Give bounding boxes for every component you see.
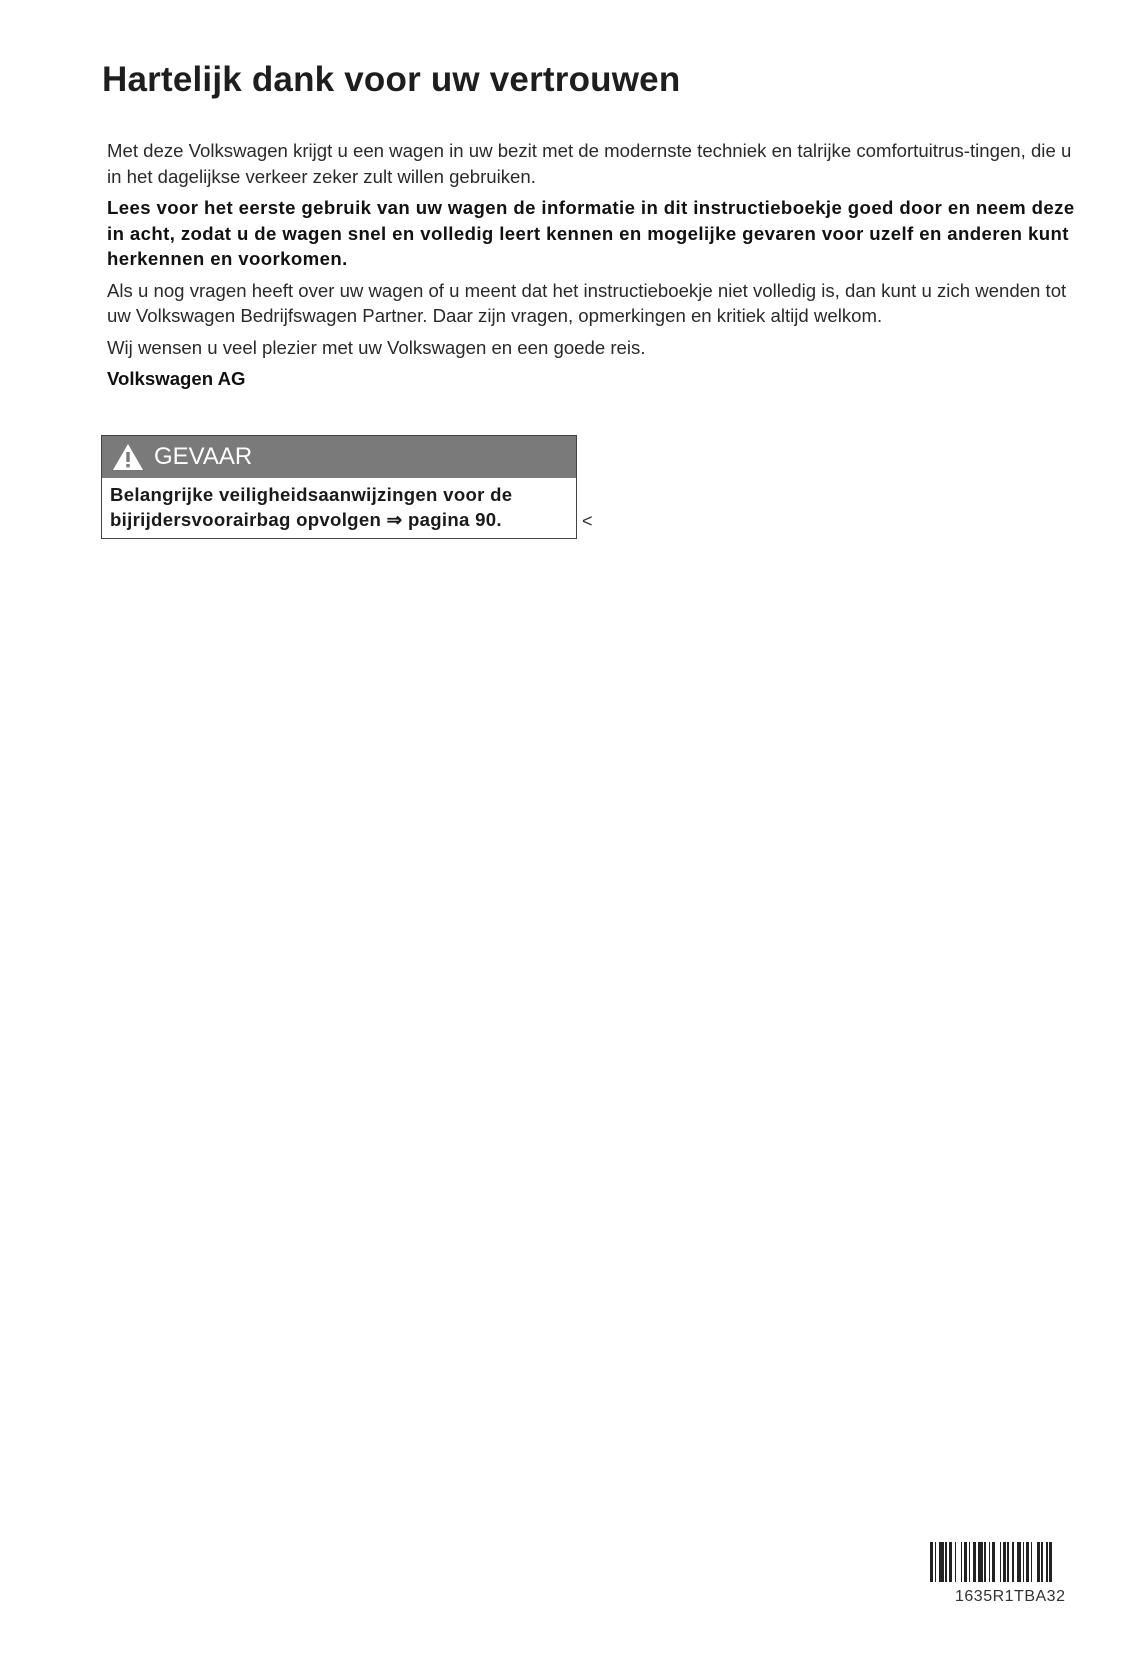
- warning-header: [102, 436, 576, 478]
- page-title: Hartelijk dank voor uw vertrouwen: [102, 60, 681, 99]
- signature: Volkswagen AG: [107, 368, 246, 389]
- warning-text: Belangrijke veiligheidsaanwijzingen voor de bijrijdersvoorairbag opvolgen ⇒ pagina 90.: [110, 484, 513, 530]
- warning-triangle-icon: [112, 443, 144, 471]
- warning-heading: GEVAAR: [154, 443, 253, 470]
- barcode: [930, 1542, 1090, 1582]
- paragraph-questions: Als u nog vragen heeft over uw wagen of u meent dat het instructieboekje niet volledig is, dan kunt u zich wenden tot uw Volkswagen Bedrijfswagen Partner. Daar zijn vragen, opmerkingen en kritiek altijd welkom.: [107, 279, 1067, 326]
- warning-box: [101, 435, 577, 539]
- section-end-mark: <: [582, 511, 593, 531]
- intro-text: [107, 138, 1087, 398]
- barcode-label: 1635R1TBA32: [955, 1588, 1066, 1605]
- paragraph-read-instructions: Lees voor het eerste gebruik van uw wagen de informatie in dit instructieboekje goed door en neem deze in acht, zodat u de wagen snel en volledig leert kennen en mogelijke gevaren voor uzelf en anderen kunt herkennen en voorkomen.: [107, 197, 1075, 269]
- paragraph-wishes: Wij wensen u veel plezier met uw Volkswagen en een goede reis.: [107, 336, 646, 358]
- paragraph-intro: Met deze Volkswagen krijgt u een wagen in uw bezit met de modernste techniek en talrijke comfortuitrus-tingen, die u in het dagelijkse verkeer zeker zult willen gebruiken.: [107, 140, 1072, 187]
